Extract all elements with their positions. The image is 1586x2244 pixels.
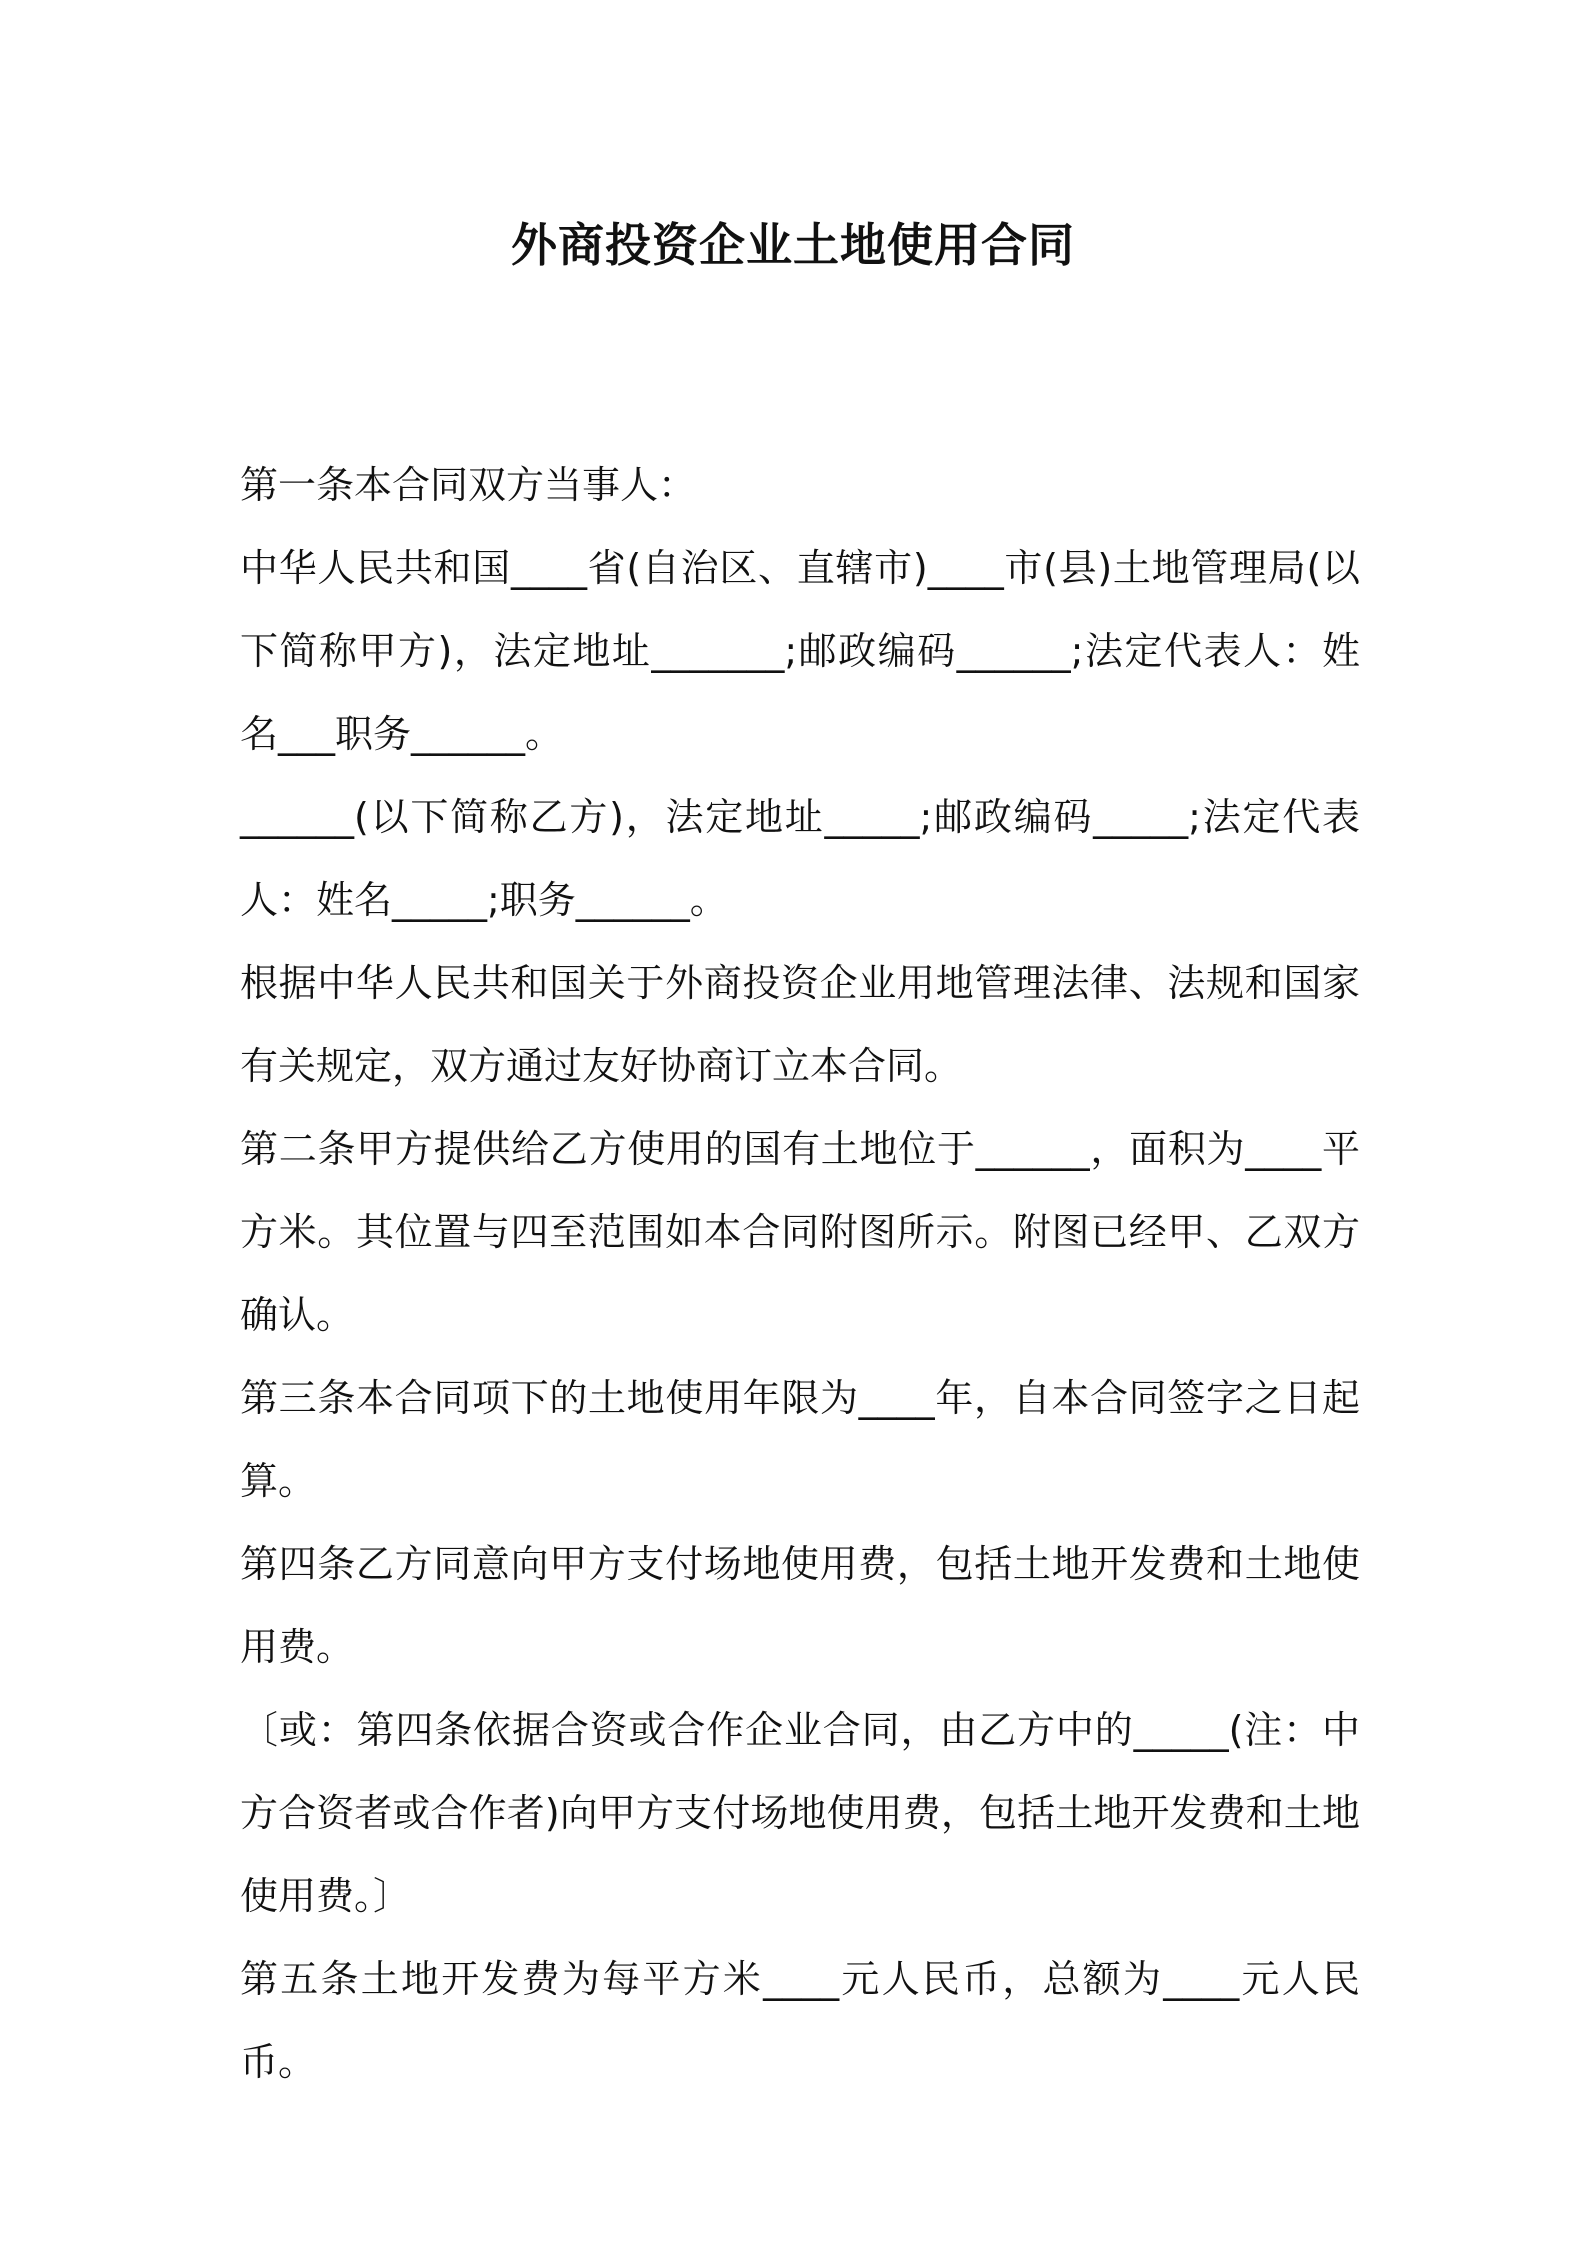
paragraph-party-b: ______(以下简称乙方)，法定地址_____;邮政编码_____;法定代表人：姓名_____;职务______。 <box>240 795 1360 922</box>
paragraph-article-1: 第一条本合同双方当事人： <box>240 463 697 507</box>
paragraph-article-5: 第五条土地开发费为每平方米____元人民币，总额为____元人民币。 <box>240 1957 1360 2084</box>
paragraph-article-4-alternative: 〔或：第四条依据合资或合作企业合同，由乙方中的_____(注：中方合资者或合作者)向甲方支付场地使用费，包括土地开发费和土地使用费。〕 <box>240 1708 1360 1918</box>
paragraph-party-a: 中华人民共和国____省(自治区、直辖市)____市(县)土地管理局(以下简称甲方)，法定地址_______;邮政编码______;法定代表人：姓名___职务______。 <box>240 546 1360 756</box>
document-title: 外商投资企业土地使用合同 <box>511 218 1075 272</box>
document-body <box>240 444 1360 2104</box>
paragraph-article-3: 第三条本合同项下的土地使用年限为____年，自本合同签字之日起算。 <box>240 1376 1360 1503</box>
paragraph-article-2: 第二条甲方提供给乙方使用的国有土地位于______，面积为____平方米。其位置与四至范围如本合同附图所示。附图已经甲、乙双方确认。 <box>240 1127 1360 1337</box>
paragraph-basis: 根据中华人民共和国关于外商投资企业用地管理法律、法规和国家有关规定，双方通过友好协商订立本合同。 <box>240 961 1360 1088</box>
paragraph-article-4: 第四条乙方同意向甲方支付场地使用费，包括土地开发费和土地使用费。 <box>240 1542 1360 1669</box>
